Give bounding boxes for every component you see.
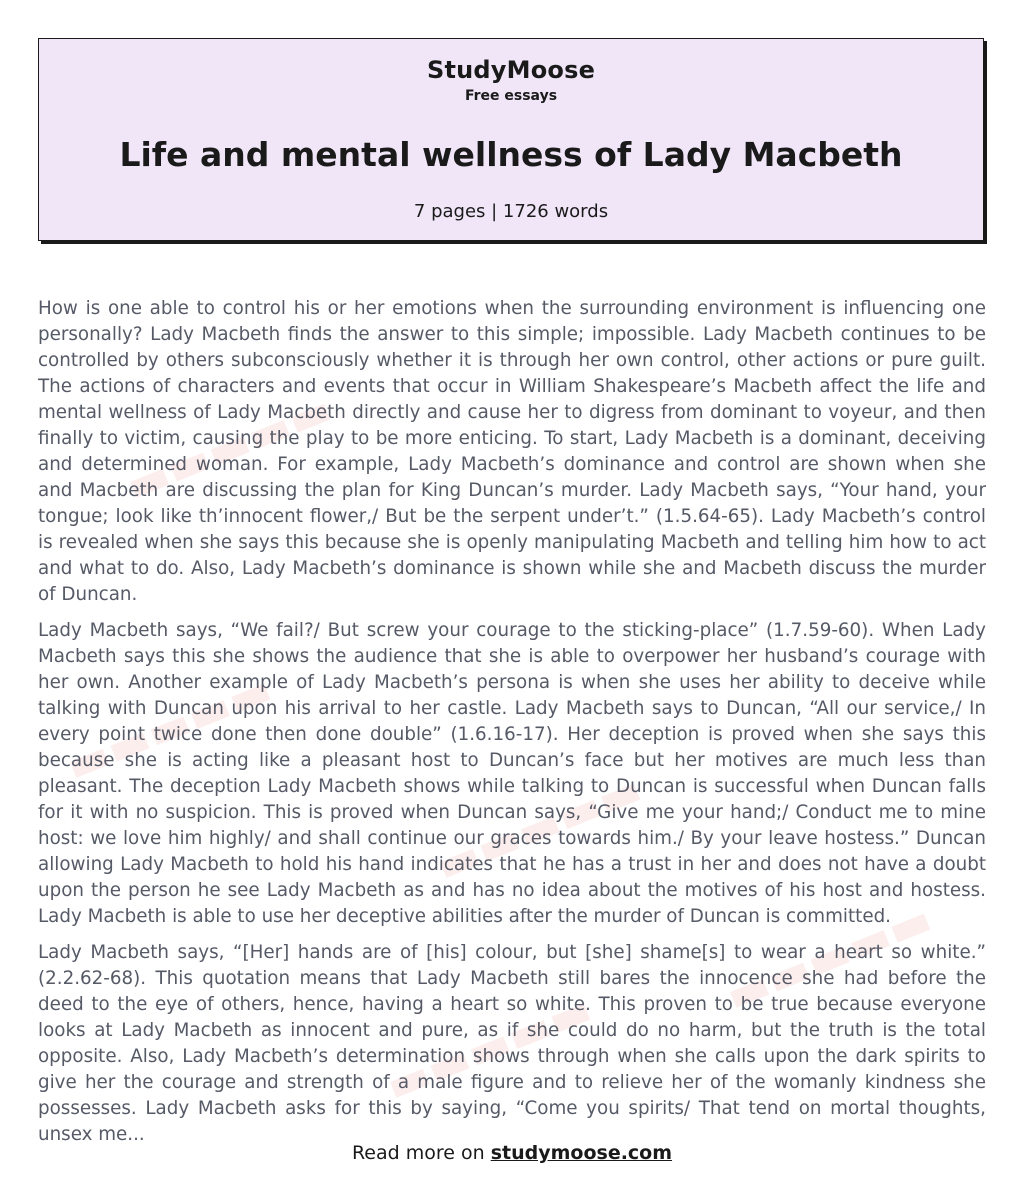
essay-body [38,296,986,1158]
read-more-prefix: Read more on [351,1142,485,1164]
watermark-logo: ▬▬▬▬▬ [427,761,650,893]
essay-paragraph: Lady Macbeth says, “We fail?/ But screw your courage to the sticking-place” (1.7.59-60). When Lady Macbeth says this she shows the audience that she is able to overpower her husband’s courage with her own. Another example of Lady Macbeth’s persona is when she uses her ability to deceive while talking with Duncan upon his arrival to her castle. Lady Macbeth says to Duncan, “All our service,/ In every point twice done then done double” (1.6.16-17). Her deception is proved when she says this because she is acting like a pleasant host to Duncan’s face but her motives are much less than pleasant. The deception Lady Macbeth shows while talking to Duncan is successful when Duncan falls for it with no suspicion. This is proved when Duncan says, “Give me your hand;/ Conduct me to mine host: we love him highly/ and shall continue our graces towards him./ By your leave hostess.” Duncan allowing Lady Macbeth to hold his hand indicates that he has a trust in her and does not have a doubt upon the person he see Lady Macbeth as and has no idea about the motives of his host and hostess. Lady Macbeth is able to use her deceptive abilities after the murder of Duncan is committed. [38,620,986,927]
watermark-logo: ▬▬▬▬▬ [57,661,280,793]
read-more-link[interactable]: studymoose.com [490,1142,673,1164]
essay-paragraph: Lady Macbeth says, “[Her] hands are of [his] colour, but [she] shame[s] to wear a heart so white.” (2.2.62-68). This quotation means that Lady Macbeth still bares the innocence she had before the deed to the eye of others, hence, having a heart so white. This proven to be true because everyone looks at Lady Macbeth as innocent and pure, as if she could do no harm, but the truth is the total opposite. Also, Lady Macbeth’s determination shows through when she calls upon the dark spirits to give her the courage and strength of a male figure and to relieve her of the womanly kindness she possesses. Lady Macbeth asks for this by saying, “Come you spirits/ That tend on mortal thoughts, unsex me... [38,942,986,1145]
essay-paragraph: How is one able to control his or her emotions when the surrounding environment is influencing one personally? Lady Macbeth finds the answer to this simple; impossible. Lady Macbeth continues to be controlled by others subconsciously whether it is through her own control, other actions or pure guilt. The actions of characters and events that occur in William Shakespeare’s Macbeth affect the life and mental wellness of Lady Macbeth directly and cause her to digress from dominant to voyeur, and then finally to victim, causing the play to be more enticing. To start, Lady Macbeth is a dominant, deceiving and determined woman. For example, Lady Macbeth’s dominance and control are shown when she and Macbeth are discussing the plan for King Duncan’s murder. Lady Macbeth says, “Your hand, your tongue; look like th’innocent flower,/ But be the serpent under’t.” (1.5.64-65). Lady Macbeth’s control is revealed when she says this because she is openly manipulating Macbeth and telling him how to act and what to do. Also, Lady Macbeth’s dominance is shown while she and Macbeth discuss the murder of Duncan. [38,298,986,605]
watermark-logo: ▬▬▬▬▬ [377,981,600,1113]
brand-tagline: Free essays [464,88,558,104]
essay-meta: 7 pages | 1726 words [413,201,609,222]
brand-logo[interactable]: StudyMoose [426,56,596,84]
essay-header [38,38,984,241]
page-title: Life and mental wellness of Lady Macbeth [119,135,903,174]
read-more [0,1142,1024,1164]
watermark-logo: ▬▬▬▬▬ [117,381,340,513]
watermark-logo: ▬▬▬▬▬ [717,891,940,1023]
